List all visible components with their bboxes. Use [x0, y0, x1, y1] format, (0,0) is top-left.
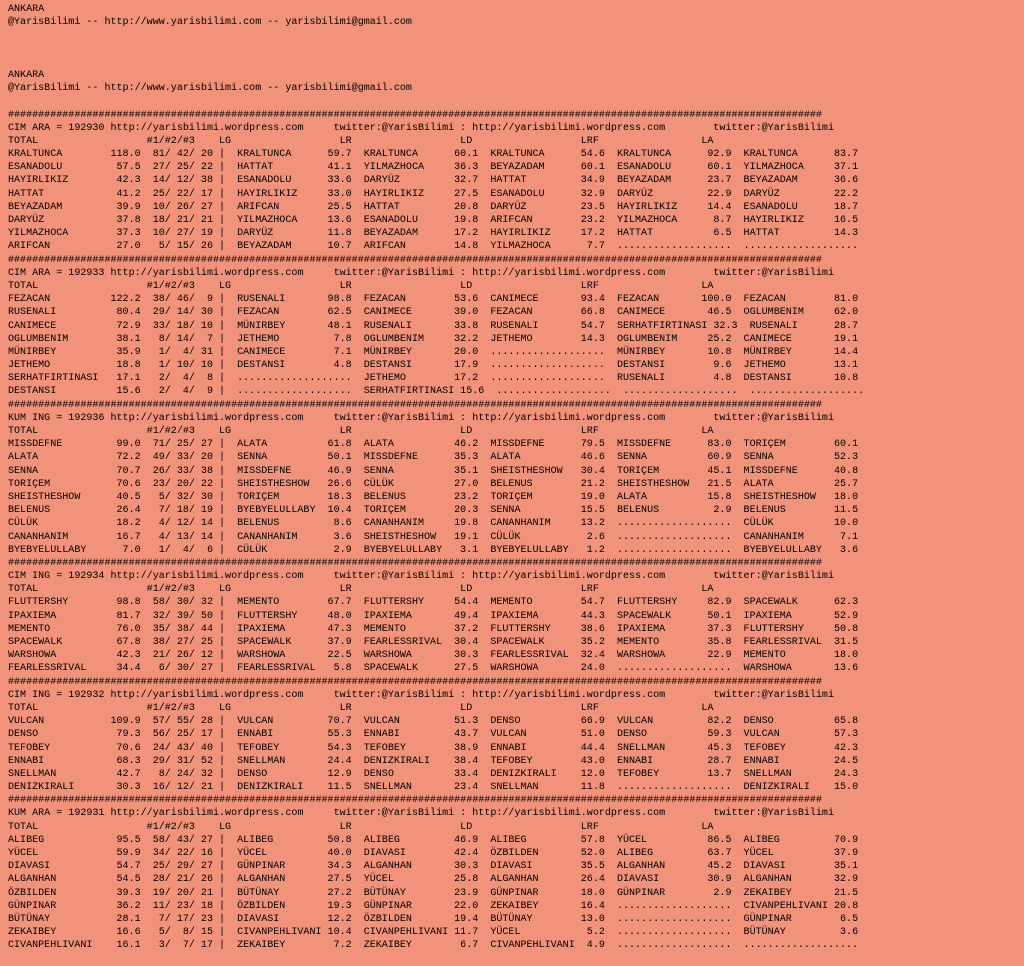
separator-line: #######################################################################################################################################: [8, 795, 822, 807]
table-row: CIVANPEHLIVANI 16.1 3/ 7/ 17 | ZEKAIBEY 7.2 ZEKAIBEY 6.7 CIVANPEHLIVANI 4.9 ................... ...................: [8, 940, 859, 952]
table-row: RUSENALI 80.4 29/ 14/ 30 | FEZACAN 62.5 CANIMECE 39.0 FEZACAN 66.8 CANIMECE 46.5 OGLUMBENIM 62.0: [8, 307, 859, 319]
table-row: SNELLMAN 42.7 8/ 24/ 32 | DENSO 12.9 DENSO 33.4 DENIZKIRALI 12.0 TEFOBEY 13.7 SNELLMAN 24.3: [8, 768, 859, 780]
table-row: SHEISTHESHOW 40.5 5/ 32/ 30 | TORIÇEM 18.3 BELENUS 23.2 TORIÇEM 19.0 ALATA 15.8 SHEISTHESHOW 18.0: [8, 491, 859, 503]
table-row: SENNA 70.7 26/ 33/ 38 | MISSDEFNE 46.9 SENNA 35.1 SHEISTHESHOW 30.4 TORIÇEM 45.1 MISSDEFNE 40.8: [8, 465, 859, 477]
race-title: CIM ARA = 192930 http://yarisbilimi.wordpress.com twitter:@YarisBilimi : http://yarisbilimi.wordpress.com twitter:@YarisBilimi: [8, 122, 834, 134]
table-row: FLUTTERSHY 98.8 58/ 30/ 32 | MEMENTO 67.7 FLUTTERSHY 54.4 MEMENTO 54.7 FLUTTERSHY 82.9 SPACEWALK 62.3: [8, 597, 859, 609]
column-header: TOTAL #1/#2/#3 LG LR LD LRF LA: [8, 426, 714, 437]
table-row: DESTANSI 15.6 2/ 4/ 9 | ................... SERHATFIRTINASI 15.6 ................... ................... ...................: [8, 386, 865, 398]
table-row: KRALTUNCA 118.0 81/ 42/ 20 | KRALTUNCA 59.7 KRALTUNCA 60.1 KRALTUNCA 54.6 KRALTUNCA 92.9 KRALTUNCA 83.7: [8, 149, 859, 161]
table-row: ALATA 72.2 49/ 33/ 20 | SENNA 50.1 MISSDEFNE 35.3 ALATA 46.6 SENNA 60.9 SENNA 52.3: [8, 452, 859, 464]
separator-line: #######################################################################################################################################: [8, 676, 822, 688]
header-contact-repeat: @YarisBilimi -- http://www.yarisbilimi.com -- yarisbilimi@gmail.com: [8, 83, 412, 95]
table-row: ZEKAIBEY 16.6 5/ 8/ 15 | CIVANPEHLIVANI 10.4 CIVANPEHLIVANI 11.7 YÜCEL 5.2 ................... BÜTÜNAY 3.6: [8, 927, 859, 939]
race-tables: [8, 109, 1020, 953]
column-header: TOTAL #1/#2/#3 LG LR LD LRF LA: [8, 280, 714, 292]
table-row: BÜTÜNAY 28.1 7/ 17/ 23 | DIAVASI 12.2 ÖZBILDEN 19.4 BÜTÜNAY 13.0 ................... GÜNPINAR 6.5: [8, 913, 859, 925]
table-row: YILMAZHOCA 37.3 10/ 27/ 19 | DARYÜZ 11.8 BEYAZADAM 17.2 HAYIRLIKIZ 17.2 HATTAT 6.5 HATTAT 14.3: [8, 228, 859, 240]
table-row: ÖZBILDEN 39.3 19/ 20/ 21 | BÜTÜNAY 27.2 BÜTÜNAY 23.9 GÜNPINAR 18.0 GÜNPINAR 2.9 ZEKAIBEY 21.5: [8, 887, 859, 899]
column-header: TOTAL #1/#2/#3 LG LR LD LRF LA: [8, 821, 714, 833]
table-row: VULCAN 109.9 57/ 55/ 28 | VULCAN 70.7 VULCAN 51.3 DENSO 66.9 VULCAN 82.2 DENSO 65.8: [8, 716, 859, 728]
race-title: KUM ARA = 192931 http://yarisbilimi.wordpress.com twitter:@YarisBilimi : http://yarisbilimi.wordpress.com twitter:@YarisBilimi: [8, 808, 834, 820]
table-row: ESANADOLU 57.5 27/ 25/ 22 | HATTAT 41.1 YILMAZHOCA 36.3 BEYAZADAM 60.1 ESANADOLU 60.1 YILMAZHOCA 37.1: [8, 162, 859, 174]
separator-line: #######################################################################################################################################: [8, 254, 822, 266]
separator-line: #######################################################################################################################################: [8, 557, 822, 569]
table-row: CANIMECE 72.9 33/ 18/ 10 | MÜNIRBEY 48.1 RUSENALI 33.8 RUSENALI 54.7 SERHATFIRTINASI 32.3 RUSENALI 28.7: [8, 320, 859, 332]
table-row: FEZACAN 122.2 38/ 46/ 9 | RUSENALI 98.8 FEZACAN 53.6 CANIMECE 93.4 FEZACAN 100.0 FEZACAN 81.0: [8, 294, 859, 306]
header-city: ANKARA: [8, 4, 45, 15]
table-row: YÜCEL 59.9 34/ 22/ 16 | YÜCEL 40.0 DIAVASI 42.4 ÖZBILDEN 52.0 ALIBEG 63.7 YÜCEL 37.9: [8, 848, 859, 859]
report-page: [8, 3, 1020, 953]
table-row: BYEBYELULLABY 7.0 1/ 4/ 6 | CÜLÜK 2.9 BYEBYELULLABY 3.1 BYEBYELULLABY 1.2 ................... BYEBYELULLABY 3.6: [8, 544, 859, 556]
table-row: DIAVASI 54.7 25/ 29/ 27 | GÜNPINAR 34.3 ALGANHAN 30.3 DIAVASI 35.5 ALGANHAN 45.2 DIAVASI 35.1: [8, 861, 859, 873]
table-row: DENSO 79.3 56/ 25/ 17 | ENNABI 55.3 ENNABI 43.7 VULCAN 51.0 DENSO 59.3 VULCAN 57.3: [8, 729, 859, 741]
table-row: CANANHANIM 16.7 4/ 13/ 14 | CANANHANIM 3.6 SHEISTHESHOW 19.1 CÜLÜK 2.6 ................... CANANHANIM 7.1: [8, 531, 859, 543]
table-row: MEMENTO 76.0 35/ 38/ 44 | IPAXIEMA 47.3 MEMENTO 37.2 FLUTTERSHY 38.6 IPAXIEMA 37.3 FLUTTERSHY 50.8: [8, 623, 859, 635]
table-row: DENIZKIRALI 30.3 16/ 12/ 21 | DENIZKIRALI 11.5 SNELLMAN 23.4 SNELLMAN 11.8 ................... DENIZKIRALI 15.0: [8, 782, 859, 794]
separator-line: #######################################################################################################################################: [8, 109, 822, 121]
table-row: IPAXIEMA 81.7 32/ 39/ 50 | FLUTTERSHY 48.0 IPAXIEMA 49.4 IPAXIEMA 44.3 SPACEWALK 50.1 IPAXIEMA 52.9: [8, 610, 859, 622]
table-row: ENNABI 68.3 29/ 31/ 52 | SNELLMAN 24.4 DENIZKIRALI 38.4 TEFOBEY 43.0 ENNABI 28.7 ENNABI 24.5: [8, 755, 859, 767]
table-row: BELENUS 26.4 7/ 18/ 19 | BYEBYELULLABY 10.4 TORIÇEM 20.3 SENNA 15.5 BELENUS 2.9 BELENUS 11.5: [8, 505, 859, 517]
table-row: ALIBEG 95.5 58/ 43/ 27 | ALIBEG 50.8 ALIBEG 46.9 ALIBEG 57.8 YÜCEL 86.5 ALIBEG 70.9: [8, 834, 859, 846]
race-title: KUM ING = 192936 http://yarisbilimi.wordpress.com twitter:@YarisBilimi : http://yarisbilimi.wordpress.com twitter:@YarisBilimi: [8, 412, 834, 424]
table-row: SPACEWALK 67.8 38/ 27/ 25 | SPACEWALK 37.9 FEARLESSRIVAL 30.4 SPACEWALK 35.2 MEMENTO 35.8 FEARLESSRIVAL 31.5: [8, 637, 859, 648]
header-city-repeat: ANKARA: [8, 69, 45, 81]
table-row: SERHATFIRTINASI 17.1 2/ 4/ 8 | ................... JETHEMO 17.2 ................... RUSENALI 4.8 DESTANSI 10.8: [8, 373, 859, 385]
column-header: TOTAL #1/#2/#3 LG LR LD LRF LA: [8, 584, 714, 596]
table-row: MISSDEFNE 99.0 71/ 25/ 27 | ALATA 61.8 ALATA 46.2 MISSDEFNE 79.5 MISSDEFNE 83.0 TORIÇEM 60.1: [8, 439, 859, 451]
table-row: BEYAZADAM 39.9 10/ 26/ 27 | ARIFCAN 25.5 HATTAT 20.8 DARYÜZ 23.5 HAYIRLIKIZ 14.4 ESANADOLU 18.7: [8, 201, 859, 213]
race-title: CIM ARA = 192933 http://yarisbilimi.wordpress.com twitter:@YarisBilimi : http://yarisbilimi.wordpress.com twitter:@YarisBilimi: [8, 267, 834, 279]
table-row: TEFOBEY 70.6 24/ 43/ 40 | TEFOBEY 54.3 TEFOBEY 38.9 ENNABI 44.4 SNELLMAN 45.3 TEFOBEY 42.3: [8, 742, 859, 754]
table-row: HATTAT 41.2 25/ 22/ 17 | HAYIRLIKIZ 33.0 HAYIRLIKIZ 27.5 ESANADOLU 32.9 DARYÜZ 22.9 DARYÜZ 22.2: [8, 188, 859, 200]
race-title: CIM ING = 192932 http://yarisbilimi.wordpress.com twitter:@YarisBilimi : http://yarisbilimi.wordpress.com twitter:@YarisBilimi: [8, 689, 834, 701]
table-row: DARYÜZ 37.8 18/ 21/ 21 | YILMAZHOCA 13.6 ESANADOLU 19.8 ARIFCAN 23.2 YILMAZHOCA 8.7 HAYIRLIKIZ 16.5: [8, 215, 859, 226]
table-row: OGLUMBENIM 38.1 8/ 14/ 7 | JETHEMO 7.8 OGLUMBENIM 32.2 JETHEMO 14.3 OGLUMBENIM 25.2 CANIMECE 19.1: [8, 333, 859, 345]
table-row: FEARLESSRIVAL 34.4 6/ 30/ 27 | FEARLESSRIVAL 5.8 SPACEWALK 27.5 WARSHOWA 24.0 ................... WARSHOWA 13.6: [8, 663, 859, 675]
table-row: JETHEMO 18.8 1/ 10/ 10 | DESTANSI 4.8 DESTANSI 17.9 ................... DESTANSI 9.6 JETHEMO 13.1: [8, 360, 859, 372]
race-title: CIM ING = 192934 http://yarisbilimi.wordpress.com twitter:@YarisBilimi : http://yarisbilimi.wordpress.com twitter:@YarisBilimi: [8, 571, 834, 583]
table-row: MÜNIRBEY 35.9 1/ 4/ 31 | CANIMECE 7.1 MÜNIRBEY 20.0 ................... MÜNIRBEY 10.8 MÜNIRBEY 14.4: [8, 346, 859, 358]
table-row: ARIFCAN 27.0 5/ 15/ 26 | BEYAZADAM 10.7 ARIFCAN 14.8 YILMAZHOCA 7.7 ................... ...................: [8, 241, 859, 253]
table-row: WARSHOWA 42.3 21/ 26/ 12 | WARSHOWA 22.5 WARSHOWA 30.3 FEARLESSRIVAL 32.4 WARSHOWA 22.9 MEMENTO 18.0: [8, 650, 859, 662]
table-row: HAYIRLIKIZ 42.3 14/ 12/ 38 | ESANADOLU 33.6 DARYÜZ 32.7 HATTAT 34.9 BEYAZADAM 23.7 BEYAZADAM 36.6: [8, 175, 859, 187]
table-row: GÜNPINAR 36.2 11/ 23/ 18 | ÖZBILDEN 19.3 GÜNPINAR 22.0 ZEKAIBEY 16.4 ................... CIVANPEHLIVANI 20.8: [8, 900, 859, 912]
column-header: TOTAL #1/#2/#3 LG LR LD LRF LA: [8, 135, 714, 147]
separator-line: #######################################################################################################################################: [8, 399, 822, 411]
table-row: ALGANHAN 54.5 28/ 21/ 26 | ALGANHAN 27.5 YÜCEL 25.8 ALGANHAN 26.4 DIAVASI 30.9 ALGANHAN 32.9: [8, 874, 859, 886]
table-row: CÜLÜK 18.2 4/ 12/ 14 | BELENUS 8.6 CANANHANIM 19.8 CANANHANIM 13.2 ................... CÜLÜK 10.0: [8, 518, 859, 530]
column-header: TOTAL #1/#2/#3 LG LR LD LRF LA: [8, 702, 714, 714]
header-contact: @YarisBilimi -- http://www.yarisbilimi.com -- yarisbilimi@gmail.com: [8, 17, 412, 29]
table-row: TORIÇEM 70.6 23/ 20/ 22 | SHEISTHESHOW 26.6 CÜLÜK 27.0 BELENUS 21.2 SHEISTHESHOW 21.5 ALATA 25.7: [8, 478, 859, 490]
